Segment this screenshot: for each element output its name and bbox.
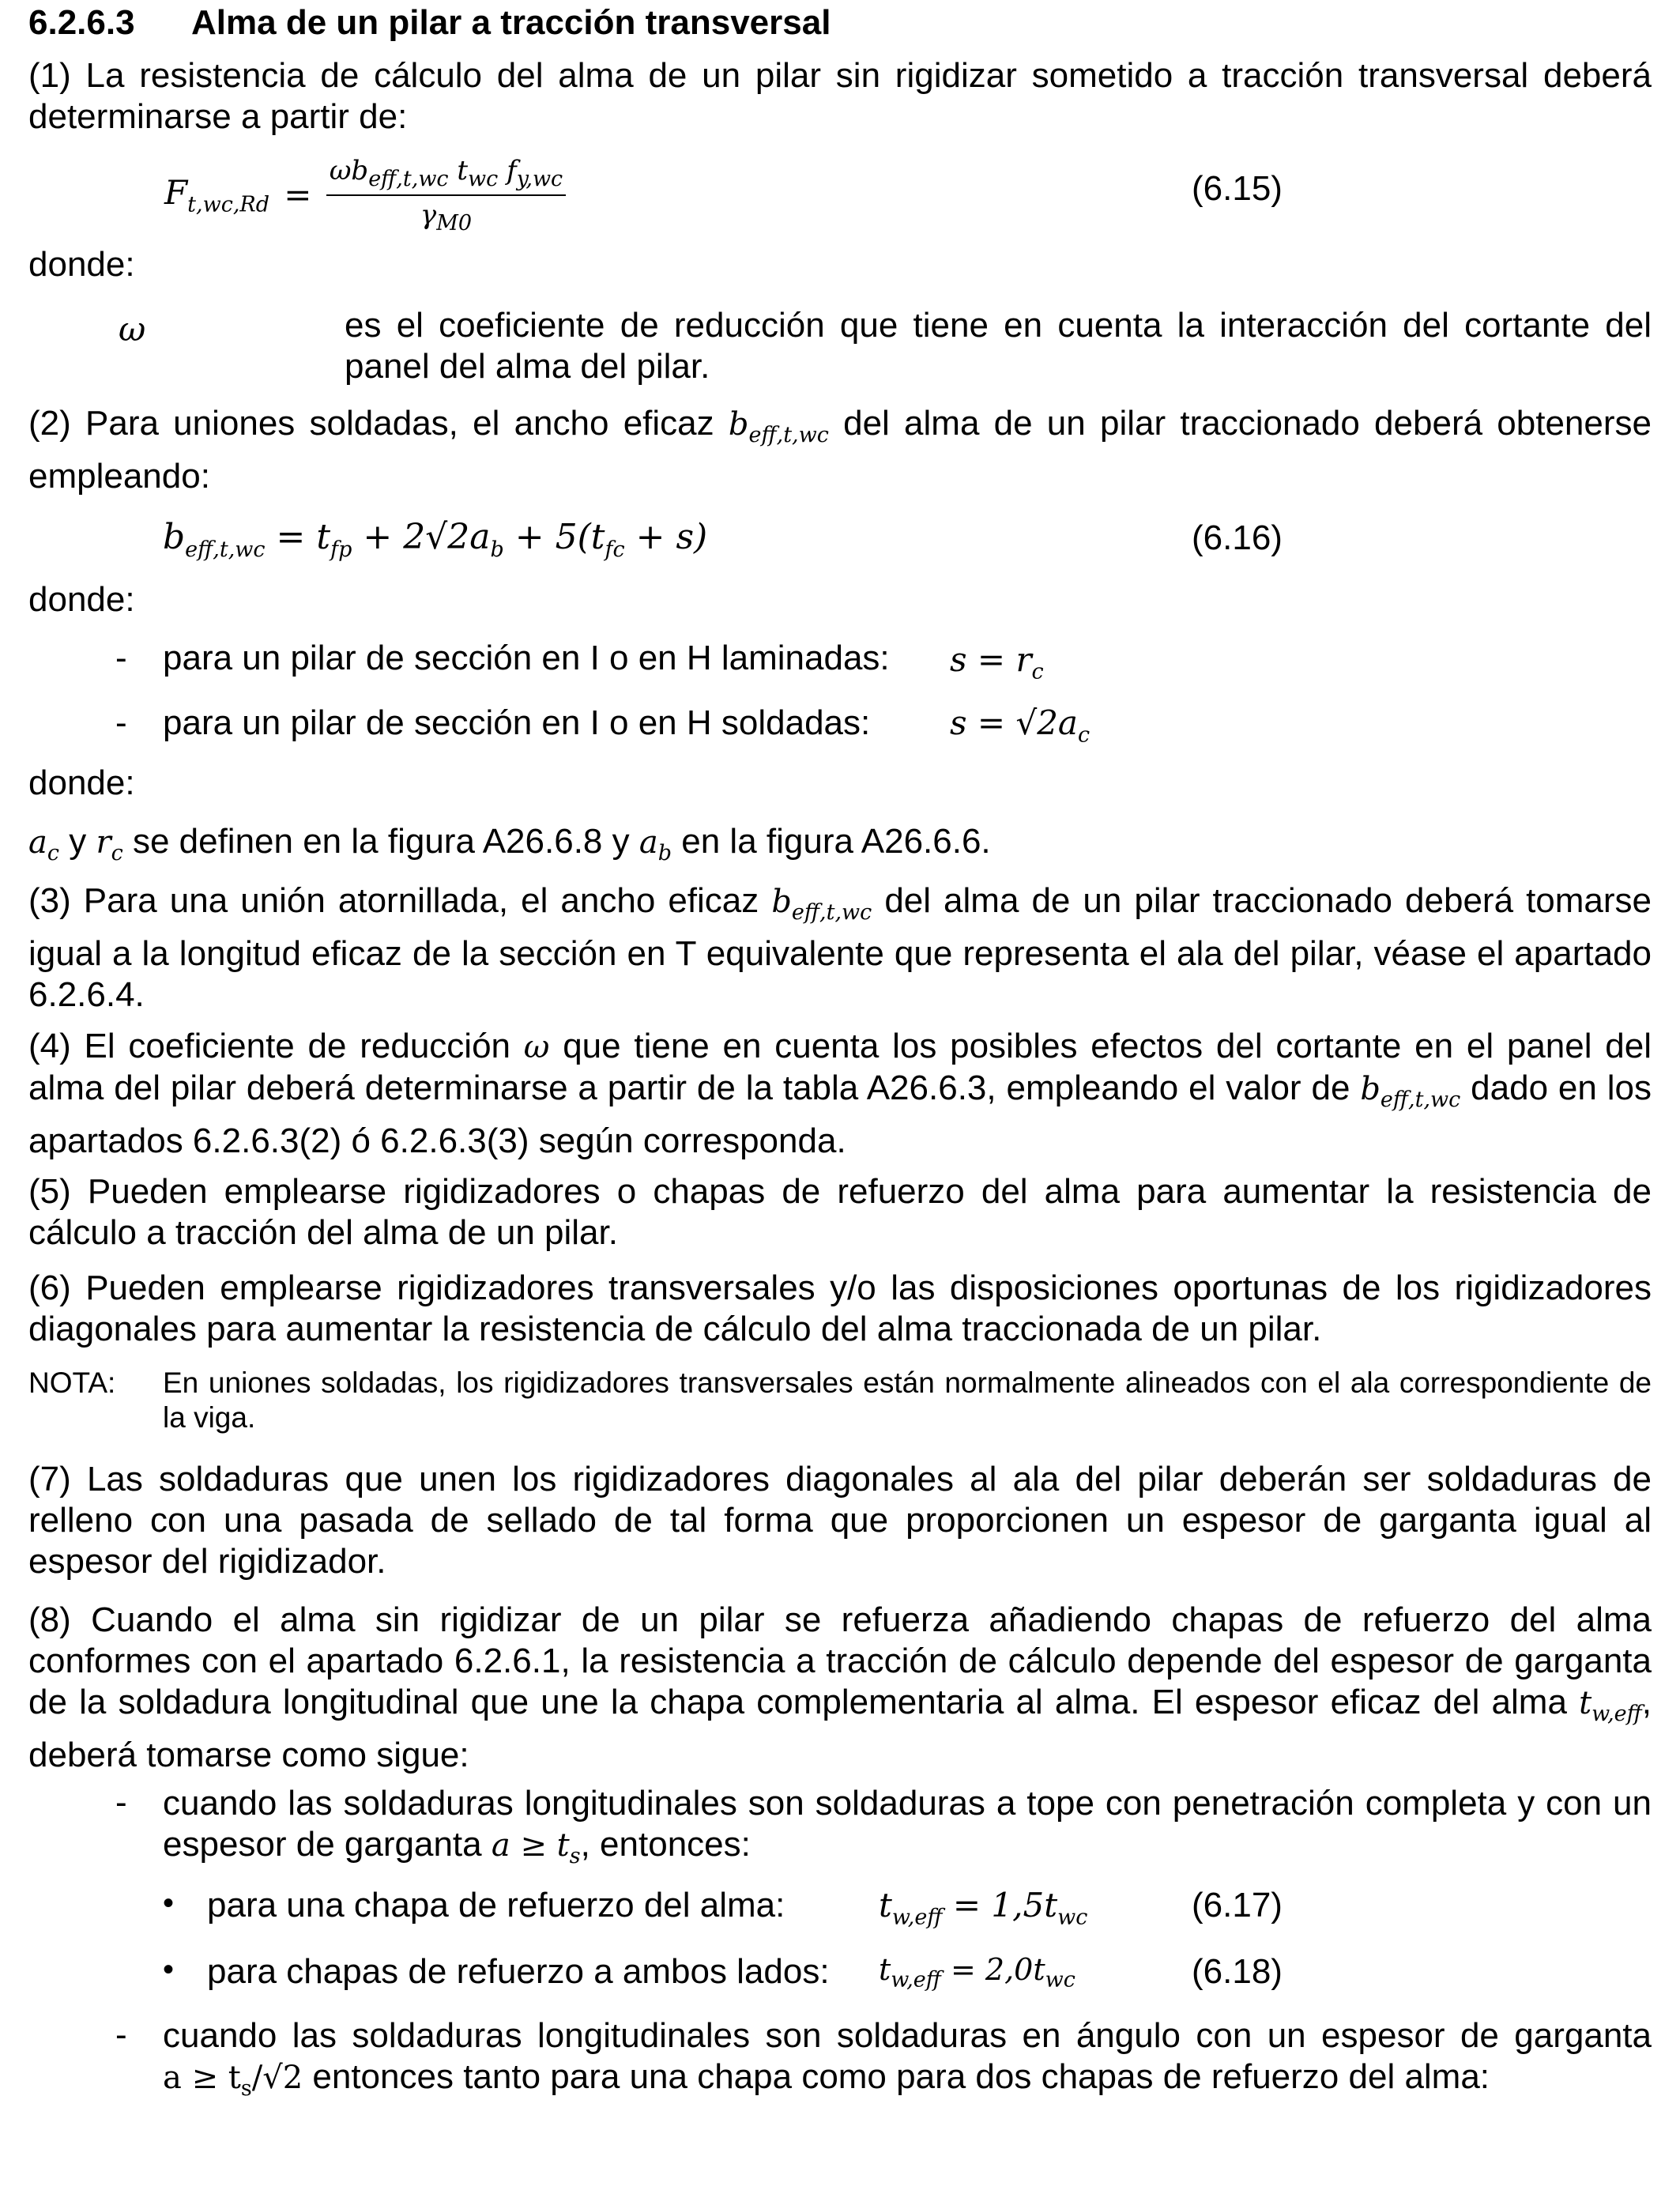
eq616-tfc: + 5(t [514, 517, 605, 557]
bullet-1-text [163, 1783, 1652, 1877]
eq-num-c-sub: y,wc [516, 166, 563, 191]
bullet-2-cond-sub: s [240, 2076, 252, 2101]
case-2-text: para un pilar de sección en I o en H soldadas: [163, 703, 871, 742]
bullet-2-text-b: entonces tanto para una chapa como para dos chapas de refuerzo del alma: [312, 2057, 1490, 2096]
paragraph-7: (7) Las soldaduras que unen los rigidizadores diagonales al ala del pilar deberán ser soldaduras de relleno con una pasada de sellado de tal forma que proporcionen un espesor de garganta igual al espesor del rigidizador. [28, 1460, 1652, 1581]
eq-num-b: t [457, 155, 469, 187]
paragraph-1: (1) La resistencia de cálculo del alma de un pilar sin rigidizar sometido a tracción transversal deberá determinarse a partir de: [28, 56, 1652, 136]
p3-text-a: (3) Para una unión atornillada, el ancho eficaz [28, 881, 759, 920]
paragraph-8: (8) Cuando el alma sin rigidizar de un pilar se refuerza añadiendo chapas de refuerzo del alma conformes con el apartado 6.2.6.1, la resistencia a tracción de cálculo depende del espesor de garganta de la soldadura longitudinal que une la chapa complementaria al alma. El espesor eficaz del alma $t_{w,eff}$, deberá tomarse como sigue: [28, 1600, 1652, 1774]
eq-lhs-sub: t,wc,Rd [187, 192, 270, 217]
eq-den-sub: M0 [436, 210, 473, 236]
def-text-1: se definen en la figura A26.6.8 y [132, 822, 630, 861]
def-y: y [69, 822, 87, 861]
bullet-1-dash: - [115, 1783, 127, 1822]
bullet-1-text-a: cuando las soldaduras longitudinales son soldaduras a tope con penetración completa y con un espesor de garganta [163, 1784, 1652, 1864]
eq-num-c: f [507, 155, 517, 187]
sub-bullet-1-formula [879, 1886, 1087, 1929]
f1-rhs-sub: wc [1057, 1905, 1088, 1930]
bullet-1-cond: a ≥ t [491, 1827, 570, 1864]
f2-t-sub: w,eff [891, 1967, 941, 1992]
case-1-text: para un pilar de sección en I o en H laminadas: [163, 639, 890, 677]
omega-definition: es el coeficiente de reducción que tiene en cuenta la interacción del cortante del panel del alma del pilar. [345, 306, 1652, 386]
bullet-2-text-a: cuando las soldaduras longitudinales son soldaduras en ángulo con un espesor de garganta [163, 2016, 1652, 2055]
equation-6-15: $F_{t,wc,Rd}$ = $\frac{\omega b_{eff,t,wc} t_{wc} f_{y,wc}}{\gamma_{M0}}$ [164, 155, 566, 236]
p4-b-sub: eff,t,wc [1380, 1088, 1461, 1112]
bullet-2-text [163, 2015, 1652, 2109]
nota-label: NOTA: [28, 1367, 116, 1399]
def-a-sub: c [47, 841, 59, 865]
eq-den: γ [420, 198, 437, 231]
eq616-a-sub: b [490, 537, 504, 562]
p3-text-b: del alma de un pilar traccionado deberá tomarse igual a la longitud eficaz de la sección en T equivalente que representa el ala del pilar, véase el apartado 6.2.6.4. [28, 881, 1652, 1014]
p4-b: b [1360, 1071, 1381, 1107]
sub-bullet-1-text: para una chapa de refuerzo del alma: [207, 1886, 785, 1924]
eq616-s: + s) [635, 517, 708, 557]
f2-t: t [879, 1952, 891, 1987]
case-2-formula-main: s = √2a [950, 703, 1078, 742]
f2-rhs-sub: wc [1045, 1967, 1075, 1992]
paragraph-4 [28, 1026, 1652, 1162]
p2-text-a: (2) Para uniones soldadas, el ancho eficaz [28, 404, 714, 443]
p3-b: b [771, 884, 792, 920]
paragraph-6: (6) Pueden emplearse rigidizadores transversales y/o las disposiciones oportunas de los rigidizadores diagonales para aumentar la resistencia de cálculo del alma traccionada de un pilar. [28, 1269, 1652, 1348]
f1-t-sub: w,eff [891, 1905, 943, 1930]
section-title: Alma de un pilar a tracción transversal [191, 3, 831, 42]
eq-num-a-sub: eff,t,wc [368, 166, 449, 191]
f1-rhs: = 1,5t [952, 1886, 1058, 1924]
p2-b-sub: eff,t,wc [748, 423, 829, 447]
eq-fraction [326, 155, 566, 236]
f2-rhs: = 2,0t [950, 1952, 1045, 1987]
sub-bullet-2-text: para chapas de refuerzo a ambos lados: [207, 1952, 830, 1991]
p8-t: t [1579, 1685, 1592, 1721]
equation-number-6-18: (6.18) [1192, 1952, 1283, 1991]
case-2-formula [950, 703, 1090, 747]
eq-num-a: ωb [329, 155, 369, 187]
p8-text-a: (8) Cuando el alma sin rigidizar de un pilar se refuerza añadiendo chapas de refuerzo del alma conformes con el apartado 6.2.6.1, la resistencia a tracción de cálculo depende del espesor de garganta de la soldadura longitudinal que une la chapa complementaria al alma. El espesor eficaz del alma [28, 1600, 1652, 1721]
p4-omega: ω [523, 1029, 550, 1065]
f1-t: t [879, 1886, 892, 1924]
equation-number-6-16: (6.16) [1192, 518, 1283, 557]
bullet-2-cond-2: /√2 [251, 2060, 303, 2096]
eq616-a: + 2√2a [363, 517, 491, 557]
donde-label-1: donde: [28, 245, 135, 284]
def-a: a [28, 824, 47, 861]
p2-text-b: del alma de un pilar traccionado deberá obtenerse empleando: [28, 404, 1652, 496]
eq-lhs: F [164, 173, 188, 213]
def-text-2: en la figura A26.6.6. [681, 822, 991, 861]
definitions-line [28, 822, 991, 865]
p4-text-a: (4) El coeficiente de reducción [28, 1027, 511, 1065]
equation-6-16 [163, 517, 707, 562]
equation-number-6-17: (6.17) [1192, 1886, 1283, 1924]
case-1-formula [950, 640, 1044, 684]
p2-b: b [728, 406, 749, 443]
paragraph-3 [28, 880, 1652, 1016]
case-1-dash: - [115, 639, 127, 677]
sub-bullet-2-glyph: • [163, 1952, 175, 1987]
nota-text: En uniones soldadas, los rigidizadores transversales están normalmente alineados con el ala correspondiente de la viga. [163, 1367, 1652, 1434]
eq616-b: b [163, 517, 186, 557]
case-2-dash: - [115, 703, 127, 742]
bullet-2-cond: a ≥ t [163, 2060, 241, 2096]
case-1-formula-sub: c [1031, 659, 1044, 684]
def-ab-sub: b [657, 841, 672, 865]
eq616-t-sub: fp [330, 537, 352, 562]
eq616-t: = t [276, 517, 331, 557]
def-ab: a [638, 824, 658, 861]
paragraph-2 [28, 403, 1652, 497]
bullet-1-text-b: , entonces: [580, 1825, 751, 1864]
p8-text-b: deberá tomarse como sigue: [28, 1736, 469, 1774]
p3-b-sub: eff,t,wc [791, 900, 872, 925]
eq616-tfc-sub: fc [605, 537, 625, 562]
def-r: r [96, 824, 111, 861]
bullet-2-dash: - [115, 2015, 127, 2054]
bullet-1-cond-sub: s [569, 1844, 581, 1868]
sub-bullet-2-formula [879, 1952, 1075, 1992]
def-r-sub: c [111, 841, 123, 865]
section-number: 6.2.6.3 [28, 3, 135, 42]
donde-label-2: donde: [28, 580, 135, 619]
case-2-formula-sub: c [1077, 722, 1090, 748]
section-heading [28, 3, 831, 43]
equation-number-6-15: (6.15) [1192, 169, 1283, 208]
donde-label-3: donde: [28, 763, 135, 802]
p4-text-b: que tiene en cuenta los posibles efectos del cortante en el panel del alma del pilar deberá determinarse a partir de la tabla A26.6.3, empleando el valor de [28, 1027, 1652, 1107]
omega-symbol: ω [119, 310, 146, 349]
p8-t-sub: w,eff [1591, 1702, 1642, 1726]
paragraph-5: (5) Pueden emplearse rigidizadores o chapas de refuerzo del alma para aumentar la resistencia de cálculo a tracción del alma de un pilar. [28, 1172, 1652, 1252]
eq-num-b-sub: wc [468, 166, 499, 191]
eq616-b-sub: eff,t,wc [185, 537, 266, 562]
case-1-formula-main: s = r [950, 640, 1032, 679]
p4-text-c: dado en los apartados 6.2.6.3(2) ó 6.2.6.3(3) según corresponda. [28, 1069, 1652, 1160]
sub-bullet-1-glyph: • [163, 1886, 175, 1921]
